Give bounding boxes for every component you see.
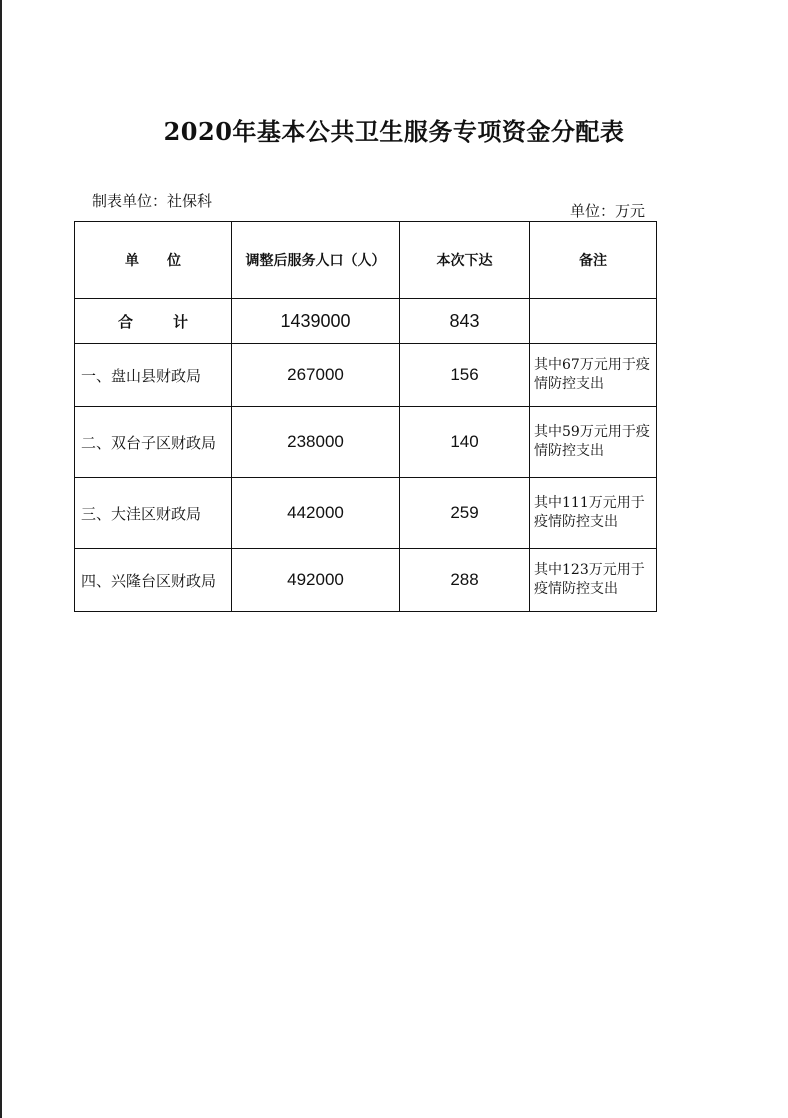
- total-label: 合计: [75, 299, 232, 344]
- total-amount: 843: [400, 299, 530, 344]
- total-remarks: [530, 299, 657, 344]
- allocation-table: [74, 221, 657, 612]
- row-amount: 156: [400, 344, 530, 407]
- row-remarks: 其中123万元用于疫情防控支出: [530, 549, 657, 612]
- row-amount: 259: [400, 478, 530, 549]
- total-population: 1439000: [232, 299, 400, 344]
- row-population: 492000: [232, 549, 400, 612]
- table-row: [75, 407, 657, 478]
- table-row: [75, 549, 657, 612]
- table-row: [75, 344, 657, 407]
- table-row: [75, 478, 657, 549]
- header-remarks: 备注: [530, 222, 657, 299]
- row-amount: 288: [400, 549, 530, 612]
- row-population: 238000: [232, 407, 400, 478]
- row-remarks: 其中111万元用于疫情防控支出: [530, 478, 657, 549]
- row-remarks: 其中67万元用于疫情防控支出: [530, 344, 657, 407]
- row-unit-name: 三、大洼区财政局: [75, 478, 232, 549]
- row-unit-name: 四、兴隆台区财政局: [75, 549, 232, 612]
- prepared-by-label: 制表单位：社保科: [92, 192, 213, 210]
- row-remarks: 其中59万元用于疫情防控支出: [530, 407, 657, 478]
- header-unit: 单位: [75, 222, 232, 299]
- page-title: 2020年基本公共卫生服务专项资金分配表: [163, 117, 625, 146]
- row-population: 267000: [232, 344, 400, 407]
- unit-label: 单位：万元: [570, 202, 646, 220]
- table-total-row: [75, 299, 657, 344]
- header-amount: 本次下达: [400, 222, 530, 299]
- scan-edge-line: [0, 0, 2, 1118]
- row-amount: 140: [400, 407, 530, 478]
- row-unit-name: 二、双台子区财政局: [75, 407, 232, 478]
- row-population: 442000: [232, 478, 400, 549]
- table-header-row: [75, 222, 657, 299]
- header-population: 调整后服务人口（人）: [232, 222, 400, 299]
- row-unit-name: 一、盘山县财政局: [75, 344, 232, 407]
